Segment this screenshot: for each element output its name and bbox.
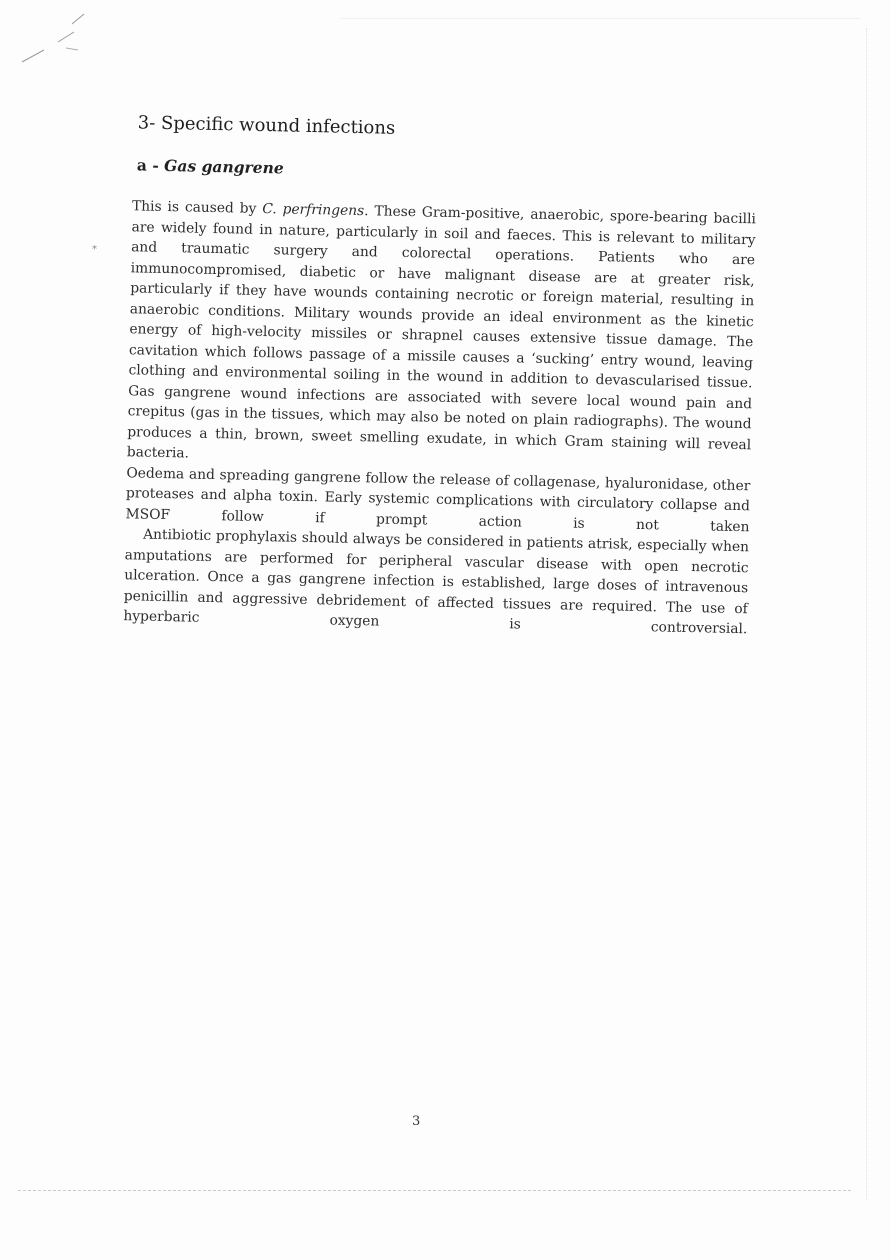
subsection-title: Gas gangrene — [163, 155, 284, 178]
scan-speck: * — [92, 244, 97, 255]
paragraph-treatment: Antibiotic prophylaxis should always be considered in patients atrisk, especially when amputations are performed for peripheral vascular disease with open necrotic ulceration. Once a gas gangrene infection is established, large doses of intravenous penicillin and aggressive debridement of affected tissues are required. The use of hyperbaric oxygen is controversial. — [123, 526, 750, 638]
paragraph-cause-intro: This is caused by — [131, 198, 263, 217]
paragraph-complications: Oedema and spreading gangrene follow the release of collagenase, hyaluronidase, other proteases and alpha toxin. Early systemic complications with circulatory collapse and MSOF follow if prompt action is not taken — [125, 464, 751, 535]
scan-edge-top — [340, 18, 861, 19]
scan-edge-right — [866, 28, 867, 1200]
scan-edge-bottom — [18, 1190, 851, 1191]
section-heading: 3- Specific wound infections — [137, 112, 396, 139]
document-body — [109, 112, 760, 640]
subsection-heading — [137, 155, 759, 187]
scan-corner-mark — [14, 10, 94, 70]
page-number: 3 — [412, 1114, 421, 1129]
paragraph-cause-body: . These Gram-positive, anaerobic, spore-bearing bacilli are widely found in nature, particularly in soil and faeces. This is relevant to military and traumatic surgery and colorectal operations. Patients who are immunocompromised, diabetic or have malignant disease are at greater risk, particularly if they have wounds containing necrotic or foreign material, resulting in anaerobic conditions. Military wounds provide an ideal environment as the kinetic energy of high-velocity missiles or shrapnel causes extensive tissue damage. The cavitation which follows passage of a missile causes a ‘sucking’ entry wound, leaving clothing and environmental soiling in the wound in addition to devascularised tissue. Gas gangrene wound infections are associated with severe local wound pain and crepitus (gas in the tissues, which may also be noted on plain radiographs). The wound produces a thin, brown, sweet smelling exudate, in which Gram staining will reveal bacteria. — [126, 203, 757, 462]
paragraph-cause — [127, 196, 756, 476]
subsection-prefix: a - — [136, 155, 165, 175]
organism-name: C. perfringens — [262, 201, 365, 220]
